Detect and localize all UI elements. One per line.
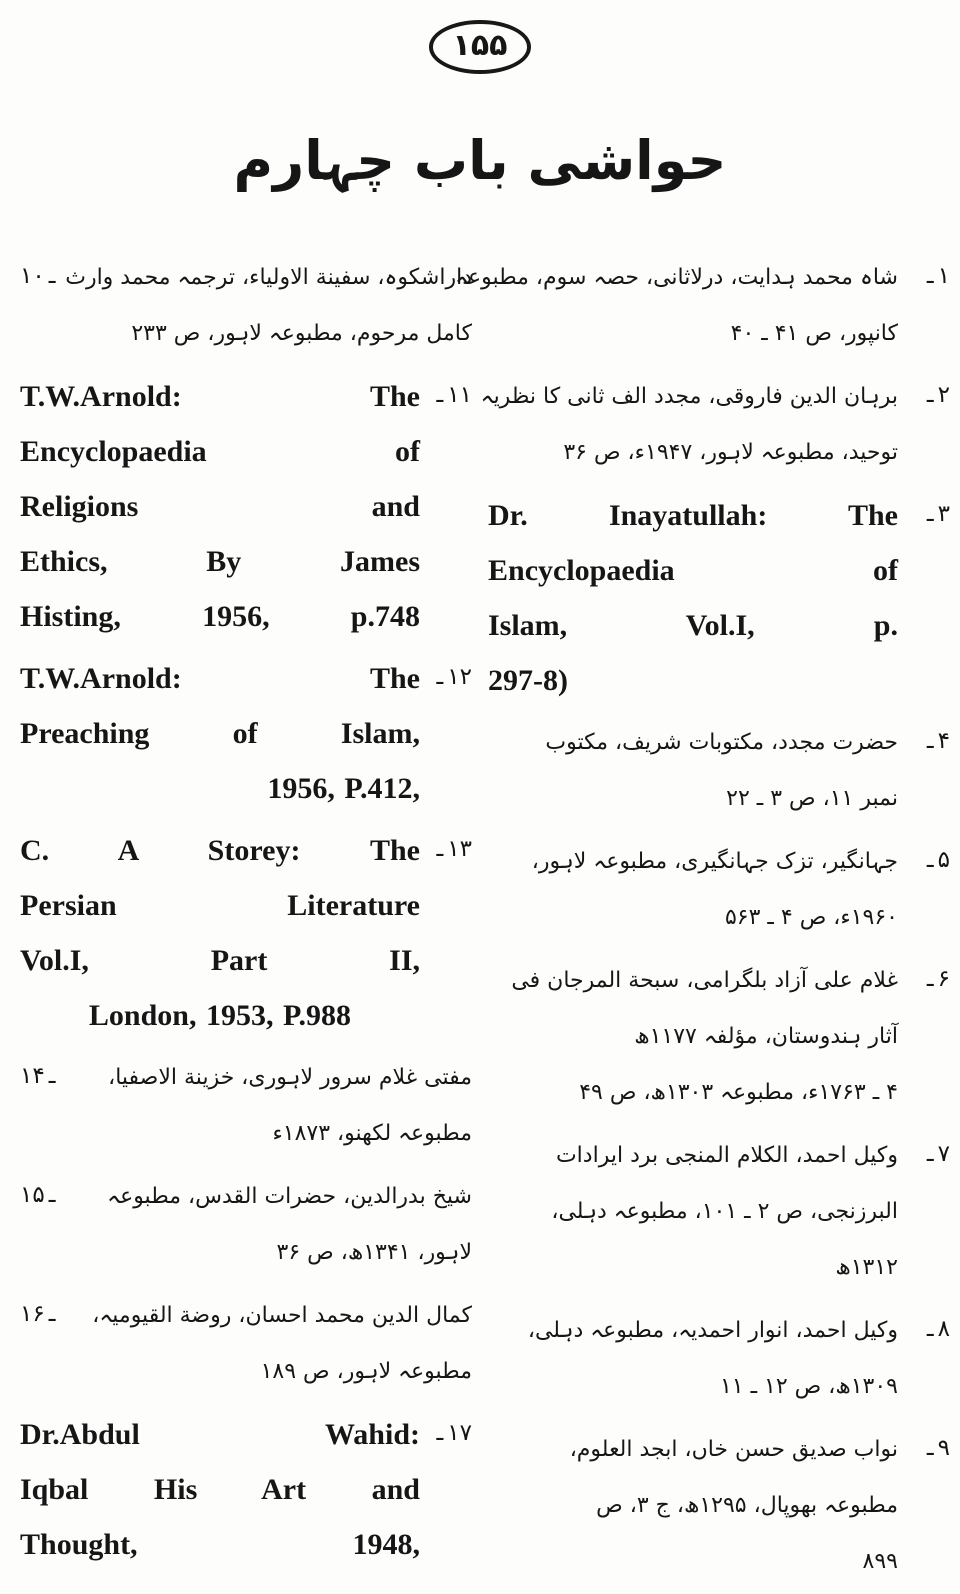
entry-number-dash: ـ <box>926 1435 934 1462</box>
entry-number-marker <box>898 369 950 481</box>
footnote-entry <box>20 1288 472 1400</box>
entry-line: حضرت مجدد، مکتوبات شریف، مکتوب <box>545 730 898 756</box>
entry-number: ۷ <box>937 1141 950 1168</box>
entry-line: لاہور، ۱۳۴۱ھ، ص ۳۶ <box>276 1240 472 1266</box>
entry-number: ۱۳ <box>447 836 472 863</box>
entry-number-dash: ـ <box>48 1063 56 1090</box>
entry-number-dash: ـ <box>926 728 934 755</box>
entry-number-marker <box>898 953 950 1121</box>
entry-line: شیخ بدرالدین، حضرات القدس، مطبوعہ <box>107 1184 472 1210</box>
entry-number-marker <box>20 250 72 362</box>
footnote-entry <box>488 834 950 946</box>
entry-line: Histing, 1956, p.748 <box>20 600 420 634</box>
entry-number-dash: ـ <box>926 1316 934 1343</box>
entry-line: آثار ہندوستان، مؤلفہ ۱۱۷۷ھ <box>634 1024 898 1050</box>
entry-line: T.W.Arnold: The <box>20 662 420 696</box>
entry-line: Persian Literature <box>20 889 420 923</box>
entry-line: T.W.Arnold: The <box>20 380 420 414</box>
entry-line: کانپور، ص ۴۱ ـ ۴۰ <box>730 321 898 347</box>
entry-number: ۲ <box>937 382 950 409</box>
entry-text <box>488 488 898 708</box>
entry-number-marker <box>20 1050 72 1162</box>
entry-line: Ethics, By James <box>20 545 420 579</box>
entry-number: ۱ <box>937 263 950 290</box>
entry-text <box>72 1288 472 1400</box>
entry-line: 1956, P.412, <box>267 772 420 806</box>
entry-number-dash: ـ <box>48 1301 56 1328</box>
entry-line: ۱۳۱۲ھ <box>835 1255 898 1281</box>
entry-text <box>20 823 420 1043</box>
entry-number-marker <box>898 488 950 708</box>
entry-number-dash: ـ <box>926 382 934 409</box>
entry-number-marker <box>420 369 472 644</box>
entry-number-marker <box>898 1303 950 1415</box>
entry-number: ۱۴ <box>20 1063 45 1090</box>
entry-number: ۹ <box>937 1435 950 1462</box>
footnotes-column-left <box>20 250 472 1594</box>
entry-number-dash: ـ <box>926 263 934 290</box>
entry-line: Encyclopaedia of <box>488 554 898 588</box>
entry-number-marker <box>420 1407 472 1572</box>
entry-number-dash: ـ <box>48 1182 56 1209</box>
entry-text <box>20 1407 420 1572</box>
entry-line: برہان الدین فاروقی، مجدد الف ثانی کا نظریہ <box>480 384 898 410</box>
entry-line: مفتی غلام سرور لاہوری، خزینة الاصفیا، <box>108 1065 472 1091</box>
entry-line: Dr. Inayatullah: The <box>488 499 898 533</box>
entry-line: البرزنجی، ص ۲ ـ ۱۰۱، مطبوعہ دہلی، <box>551 1199 898 1225</box>
entry-line: مطبوعہ بھوپال، ۱۲۹۵ھ، ج ۳، ص <box>596 1493 898 1519</box>
entry-line: ۴ ـ ۱۷۶۳ء، مطبوعہ ۱۳۰۳ھ، ص ۴۹ <box>579 1080 898 1106</box>
footnote-entry <box>20 823 472 1043</box>
entry-line: نواب صدیق حسن خاں، ابجد العلوم، <box>569 1437 898 1463</box>
entry-line: ۱۹۶۰ء، ص ۴ ـ ۵۶۳ <box>724 905 898 931</box>
page-title: حواشی باب چہارم <box>233 129 727 192</box>
entry-text <box>72 1050 472 1162</box>
footnotes-column-right <box>455 250 950 1594</box>
entry-number: ۱۶ <box>20 1301 45 1328</box>
entry-line: کامل مرحوم، مطبوعہ لاہور، ص ۲۳۳ <box>131 321 472 347</box>
entry-number-marker <box>898 1422 950 1590</box>
entry-text <box>65 250 472 362</box>
entry-number-dash: ـ <box>926 966 934 993</box>
entry-line: Religions and <box>20 490 420 524</box>
entry-line: غلام علی آزاد بلگرامی، سبحة المرجان فی <box>511 968 898 994</box>
entry-number: ۳ <box>937 501 950 528</box>
entry-number: ۱۷ <box>447 1420 472 1447</box>
entry-line: 297-8) <box>488 664 568 698</box>
entry-line: Dr.Abdul Wahid: <box>20 1418 420 1452</box>
footnote-entry <box>20 1407 472 1572</box>
entry-text <box>488 953 898 1121</box>
entry-number-dash: ـ <box>436 836 444 863</box>
entry-text <box>20 651 420 816</box>
entry-line: جہانگیر، تزک جہانگیری، مطبوعہ لاہور، <box>531 849 898 875</box>
entry-number-marker <box>420 823 472 1043</box>
entry-text <box>488 1303 898 1415</box>
entry-line: وکیل احمد، الکلام المنجی برد ایرادات <box>555 1143 898 1169</box>
entry-line: Iqbal His Art and <box>20 1473 420 1507</box>
entry-text <box>480 369 898 481</box>
entry-number-marker <box>898 1128 950 1296</box>
footnote-entry <box>480 369 950 481</box>
entry-line: نمبر ۱۱، ص ۳ ـ ۲۲ <box>726 786 898 812</box>
entry-number-dash: ـ <box>926 1141 934 1168</box>
entry-number-dash: ـ <box>436 1420 444 1447</box>
entry-text <box>488 715 898 827</box>
entry-line: توحید، مطبوعہ لاہور، ۱۹۴۷ء، ص ۳۶ <box>563 440 898 466</box>
entry-line: کمال الدین محمد احسان، روضة القیومیہ، <box>92 1303 472 1329</box>
entry-number-dash: ـ <box>48 263 56 290</box>
footnote-entry <box>488 1303 950 1415</box>
entry-number-dash: ـ <box>436 664 444 691</box>
footnote-entry <box>20 369 472 644</box>
entry-number: ۶ <box>937 966 950 993</box>
entry-number-dash: ـ <box>436 382 444 409</box>
entry-text <box>488 834 898 946</box>
entry-line: Vol.I, Part II, <box>20 944 420 978</box>
entry-number: ۱۲ <box>447 664 472 691</box>
entry-line: مطبوعہ لکھنو، ۱۸۷۳ء <box>272 1121 472 1147</box>
entry-text <box>72 1169 472 1281</box>
entry-line: مطبوعہ لاہور، ص ۱۸۹ <box>260 1359 472 1385</box>
entry-number: ۸ <box>937 1316 950 1343</box>
footnote-entry <box>488 1128 950 1296</box>
entry-line: ۱۳۰۹ھ، ص ۱۲ ـ ۱۱ <box>719 1374 898 1400</box>
entry-number: ۱۱ <box>447 382 472 409</box>
footnote-entry <box>488 715 950 827</box>
entry-number-dash: ـ <box>926 847 934 874</box>
entry-number-dash: ـ <box>926 501 934 528</box>
entry-text <box>488 1128 898 1296</box>
entry-number: ۵ <box>937 847 950 874</box>
entry-line: داراشکوہ، سفینة الاولیاء، ترجمہ محمد وارث <box>65 265 472 291</box>
entry-line: London, 1953, P.988 <box>88 999 352 1033</box>
footnote-columns <box>0 196 960 1594</box>
page-number-wrap <box>0 0 960 74</box>
footnote-entry <box>488 1422 950 1590</box>
footnote-entry <box>20 1169 472 1281</box>
footnote-entry <box>20 1050 472 1162</box>
entry-line: Preaching of Islam, <box>20 717 420 751</box>
entry-line: ۸۹۹ <box>862 1549 898 1575</box>
footnote-entry <box>455 250 950 362</box>
entry-number-marker <box>898 715 950 827</box>
footnote-entry <box>488 488 950 708</box>
entry-number-marker <box>420 651 472 816</box>
entry-line: Encyclopaedia of <box>20 435 420 469</box>
entry-text <box>455 250 898 362</box>
entry-number: ۱۰ <box>20 263 45 290</box>
footnote-entry <box>488 953 950 1121</box>
entry-number-marker <box>898 250 950 362</box>
entry-number-marker <box>20 1288 72 1400</box>
entry-text <box>488 1422 898 1590</box>
entry-number: ۱۵ <box>20 1182 45 1209</box>
entry-line: وکیل احمد، انوار احمدیہ، مطبوعہ دہلی، <box>527 1318 898 1344</box>
entry-text <box>20 369 420 644</box>
entry-number: ۴ <box>937 728 950 755</box>
footnote-entry <box>20 651 472 816</box>
entry-number-marker <box>20 1169 72 1281</box>
entry-line: C. A Storey: The <box>20 834 420 868</box>
entry-number-marker <box>898 834 950 946</box>
entry-line: شاہ محمد ہدایت، درلاثانی، حصہ سوم، مطبوعہ <box>455 265 898 291</box>
entry-line: Thought, 1948, <box>20 1528 420 1562</box>
page-number-badge: ۱۵۵ <box>429 20 532 74</box>
entry-line: Islam, Vol.I, p. <box>488 609 898 643</box>
footnote-entry <box>20 250 472 362</box>
